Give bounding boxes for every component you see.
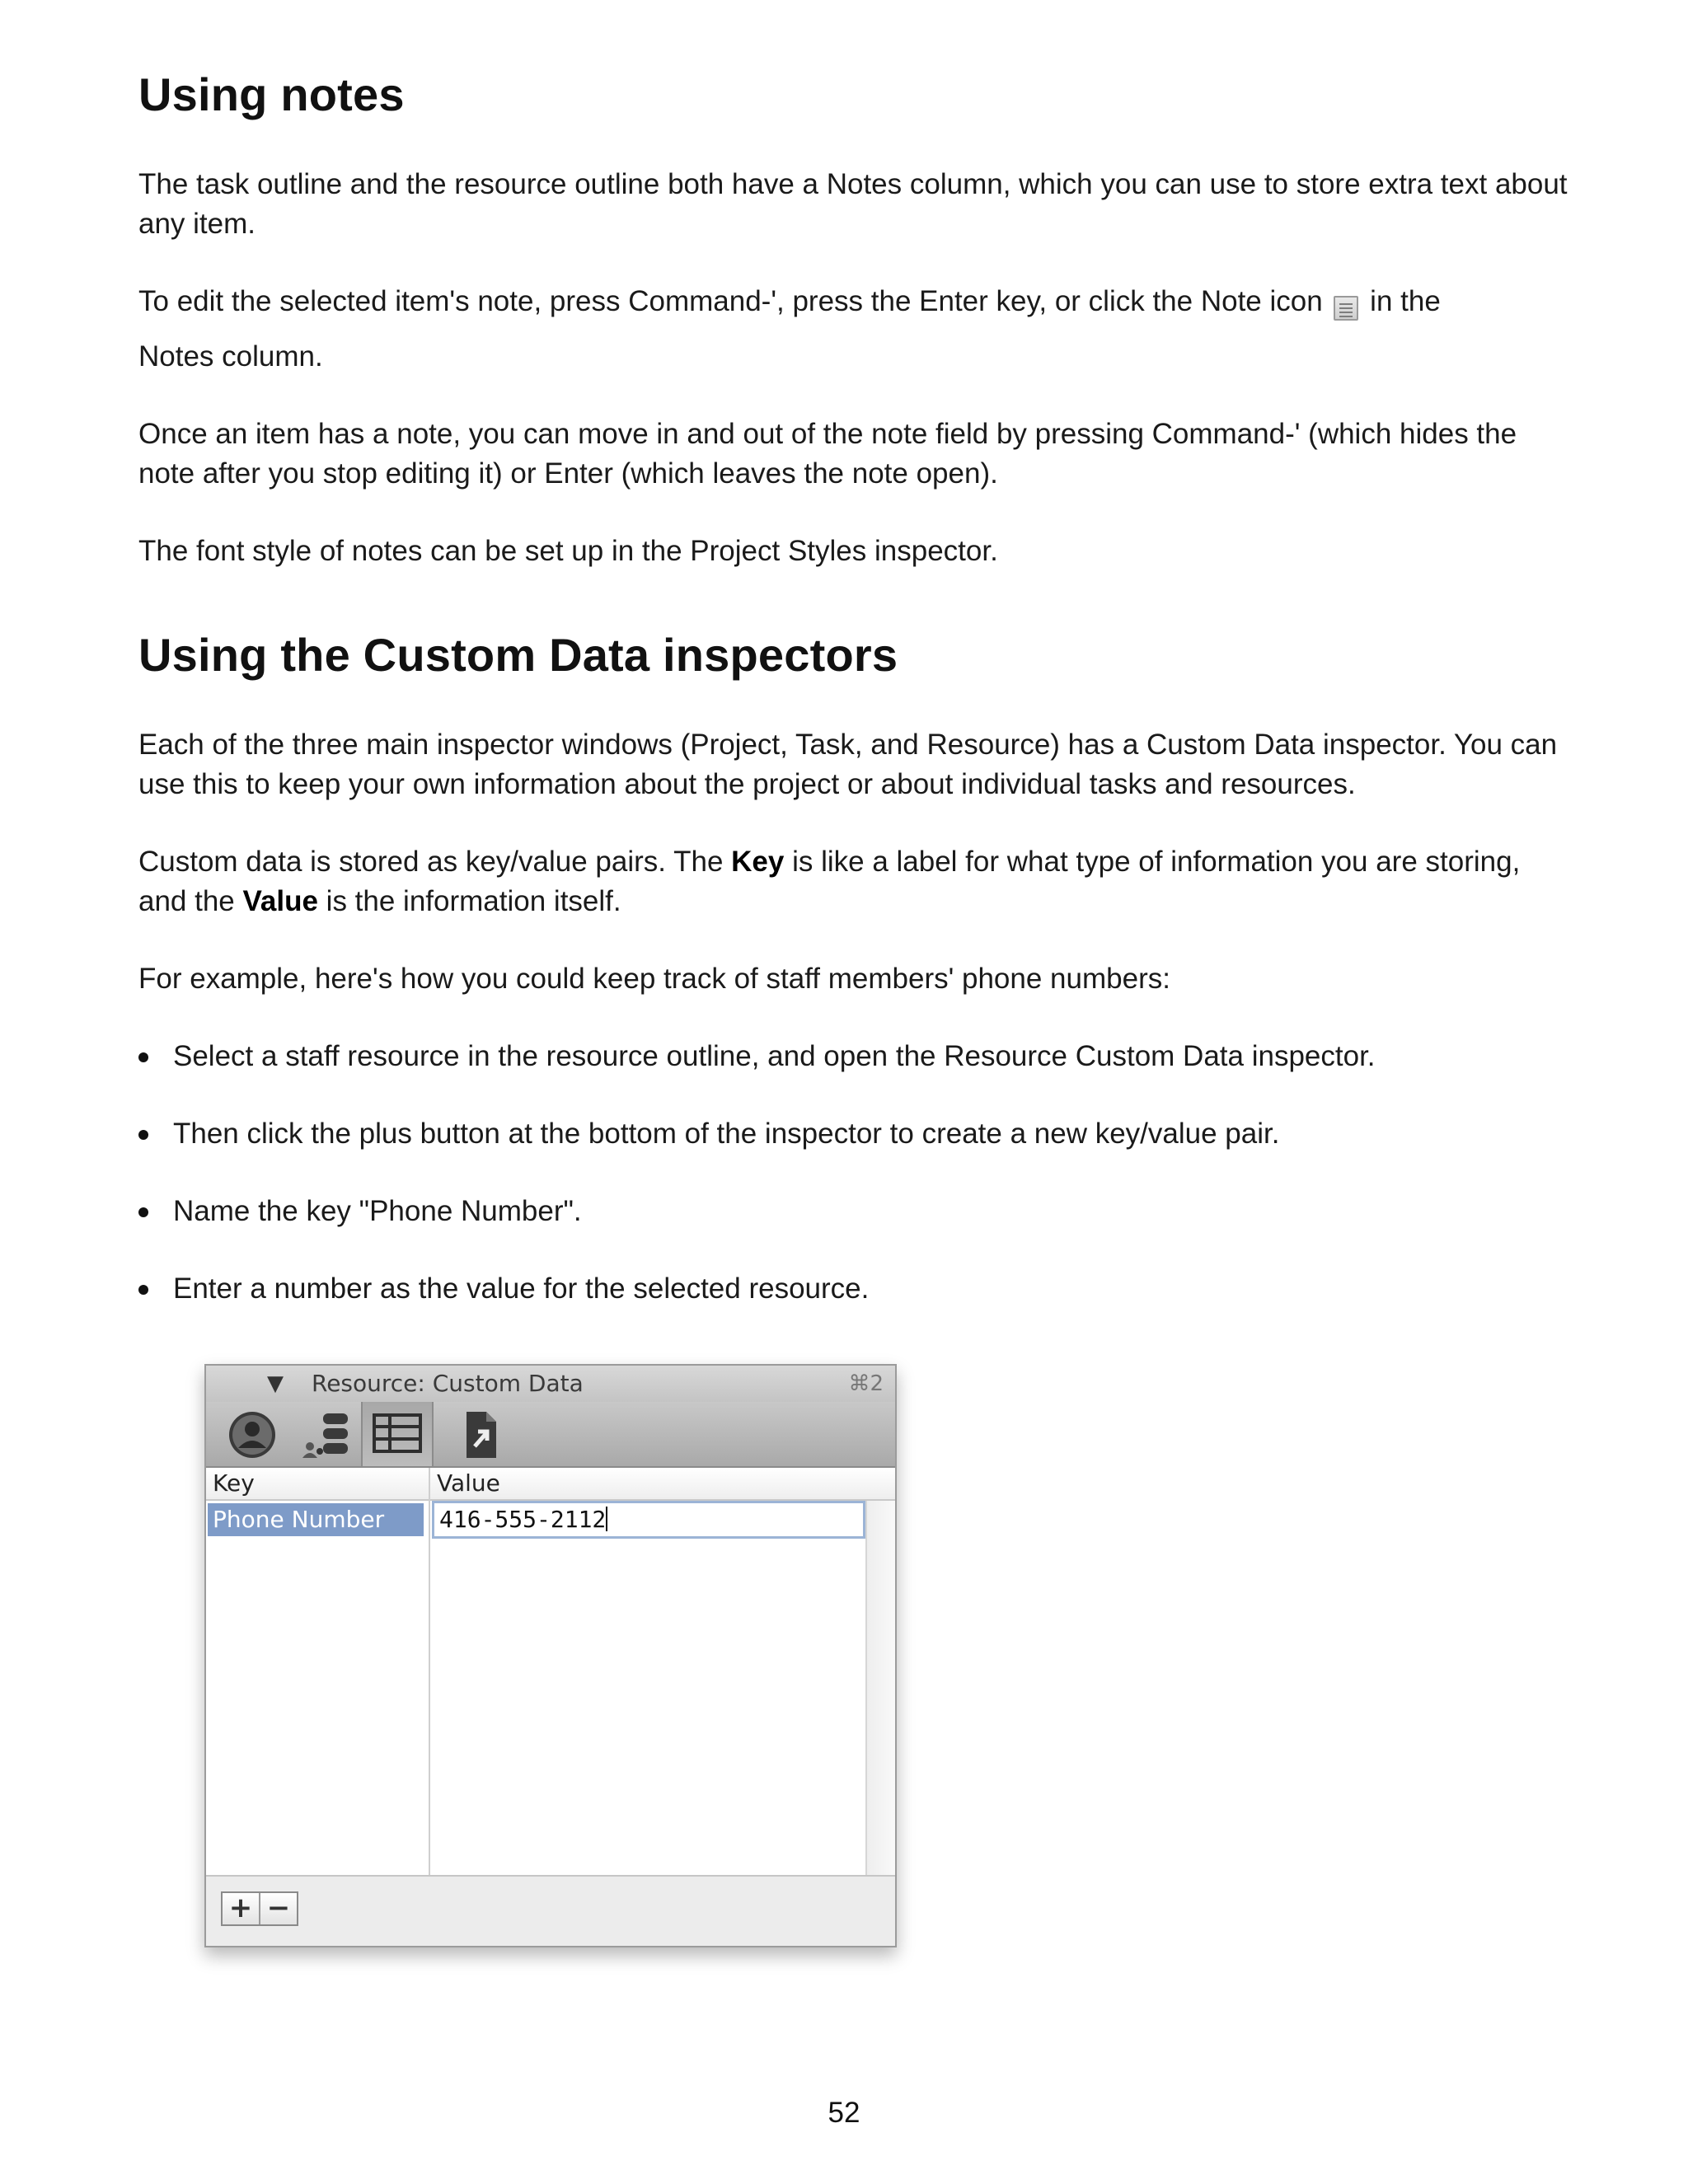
- section-heading-custom-data: Using the Custom Data inspectors: [138, 629, 898, 681]
- column-header-value[interactable]: Value: [437, 1469, 500, 1497]
- paragraph-text: Custom data is stored as key/value pairs. The: [138, 846, 732, 878]
- remove-pair-button[interactable]: −: [259, 1893, 297, 1924]
- paragraph: Once an item has a note, you can move in and out of the note field by pressing Command-' (which hides the note after you stop editing it) or Enter (which leaves the note open).: [138, 418, 1517, 490]
- key-cell[interactable]: Phone Number: [208, 1503, 424, 1536]
- keyboard-shortcut: ⌘2: [848, 1371, 884, 1396]
- value-text: 416-555-2112: [439, 1506, 607, 1533]
- table-header: [206, 1468, 895, 1501]
- attachment-icon[interactable]: [458, 1408, 503, 1465]
- section-heading-notes: Using notes: [138, 68, 405, 120]
- paragraph: For example, here's how you could keep track of staff members' phone numbers:: [138, 963, 1170, 995]
- list-item: Select a staff resource in the resource outline, and open the Resource Custom Data inspector.: [138, 1037, 1573, 1076]
- paragraph: The task outline and the resource outline both have a Notes column, which you can use to store extra text about any item.: [138, 168, 1568, 240]
- resource-info-icon[interactable]: [226, 1408, 279, 1465]
- text-caret: [606, 1507, 607, 1531]
- paragraph-text: in the: [1370, 285, 1441, 317]
- paragraph-text: To edit the selected item's note, press Command-', press the Enter key, or click the Note icon: [138, 285, 1323, 317]
- add-pair-button[interactable]: +: [228, 1891, 253, 1924]
- inspector-toolbar: [206, 1402, 895, 1468]
- vertical-scrollbar[interactable]: [865, 1501, 895, 1877]
- add-remove-control: [221, 1891, 298, 1926]
- list-item: Enter a number as the value for the selected resource.: [138, 1269, 1573, 1309]
- resource-custom-data-inspector: [204, 1364, 897, 1947]
- paragraph: Notes column.: [138, 340, 323, 373]
- column-header-key[interactable]: Key: [213, 1469, 255, 1497]
- key-value-table: [206, 1468, 895, 1877]
- table-row[interactable]: [206, 1501, 865, 1539]
- paragraph-text: is like a label for what type of information you are storing, and the: [138, 846, 1521, 917]
- inspector-title-bar[interactable]: [206, 1366, 895, 1402]
- note-icon: [1334, 296, 1358, 321]
- paragraph: Each of the three main inspector windows (Project, Task, and Resource) has a Custom Data inspector. You can use this to keep your own information about the project or about individual tasks and resources.: [138, 729, 1558, 800]
- paragraph: The font style of notes can be set up in the Project Styles inspector.: [138, 535, 998, 567]
- custom-data-icon[interactable]: [361, 1402, 434, 1466]
- disclosure-triangle-icon[interactable]: ▼: [267, 1371, 284, 1396]
- bold-term-value: Value: [242, 885, 318, 917]
- value-input[interactable]: [432, 1501, 865, 1539]
- paragraph: [138, 282, 1573, 321]
- list-item: Then click the plus button at the bottom of the inspector to create a new key/value pair.: [138, 1114, 1573, 1154]
- paragraph-text: is the information itself.: [317, 885, 621, 917]
- inspector-footer: [206, 1875, 895, 1946]
- inspector-title: Resource: Custom Data: [312, 1370, 584, 1397]
- page-number: 52: [828, 2097, 860, 2129]
- bold-term-key: Key: [731, 846, 785, 878]
- resource-style-icon[interactable]: [298, 1408, 353, 1465]
- list-item: Name the key "Phone Number".: [138, 1192, 1573, 1231]
- paragraph: [138, 842, 1573, 921]
